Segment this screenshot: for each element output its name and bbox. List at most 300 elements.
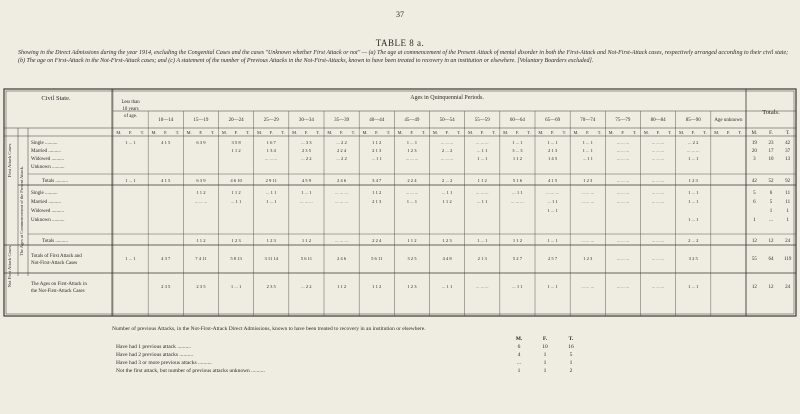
table-description: Showing in the Direct Admissions during the year 1914, excluding the Congenital Cases and the cases "Unknown whether First Attack or not" — (a) The age at commencement of the Present Attack of mental disorder in both the First-Attack and Not-First-Attack cases, respectively arranged according to their civil state; (b) The age on First-Attack in the Not-First-Attack cases; and (c) A statement of the number of Previous Attacks in the Not-First-Attacks, known to have been treated to recovery in an institution or elsewhere. [Voluntary Boarders excluded]. xyxy=(18,50,789,65)
row-total: 24 xyxy=(785,239,791,244)
row-cell: ... ... ... xyxy=(686,148,700,153)
row-label: Totals .......... xyxy=(42,179,68,184)
header-sex: F. xyxy=(234,130,238,135)
col-f: F. xyxy=(542,335,548,342)
header-sex: M. xyxy=(432,130,438,135)
header-period: 80—84 xyxy=(650,118,666,123)
row-cell: ... ... ... xyxy=(616,156,630,161)
page-number: 37 xyxy=(396,10,404,19)
row-cell: 1 ... 1 xyxy=(125,140,136,145)
header-period: 30—34 xyxy=(298,118,314,123)
row-cell: 1 ... 1 xyxy=(125,178,136,183)
header-period: 10—14 xyxy=(158,118,174,123)
row-cell: 1 1 2 xyxy=(231,190,241,195)
row-total: 64 xyxy=(768,257,774,262)
row-label: The Ages on First-Attack in xyxy=(31,282,87,287)
row-cell: 1 1 2 xyxy=(196,238,206,243)
row-cell: ... ... ... xyxy=(335,199,348,204)
header-sex: F. xyxy=(128,130,133,135)
row-total: 6 xyxy=(769,191,773,196)
row-cell: ... ... ... xyxy=(405,156,419,161)
row-cell: 4 4 8 xyxy=(442,256,452,261)
row-cell: 1 ... 1 xyxy=(688,284,699,289)
value-f: 1 xyxy=(543,359,547,366)
row-cell: 1 1 2 xyxy=(372,140,382,145)
row-cell: 1 ... 1 xyxy=(125,256,136,261)
value-t: 2 xyxy=(569,367,573,374)
row-cell: ... ... ... xyxy=(651,190,665,195)
row-cell: 3 4 7 xyxy=(372,178,382,183)
header-totals: Totals. xyxy=(762,109,780,116)
header-sex: F. xyxy=(726,130,731,135)
header-total-sex: M. xyxy=(751,131,758,136)
row-cell: ... ... ... xyxy=(335,190,348,195)
header-total-sex: T. xyxy=(785,131,790,136)
header-sex: F. xyxy=(304,130,309,135)
row-total: 13 xyxy=(785,157,791,162)
row-cell: ... ... ... xyxy=(651,256,665,261)
header-sex: M. xyxy=(573,130,579,135)
header-sex: F. xyxy=(691,130,695,135)
row-total: 5 xyxy=(769,200,773,205)
row-label: Widowed .......... xyxy=(31,157,64,162)
value-m: ... xyxy=(516,359,522,366)
row-cell: 3 2 5 xyxy=(688,256,698,261)
row-cell: 1 ... 1 xyxy=(477,238,488,243)
header-sex: T. xyxy=(632,130,637,135)
row-cell: 2 4 6 xyxy=(336,178,347,183)
row-cell: ... ... ... xyxy=(651,156,665,161)
row-total: 12 xyxy=(768,285,774,290)
table-frame xyxy=(4,89,796,316)
row-cell: 5 1 6 xyxy=(512,178,523,183)
row-cell: ... ... ... xyxy=(616,199,630,204)
header-period: 85—90 xyxy=(685,118,701,123)
value-t: 16 xyxy=(568,343,574,350)
previous-attacks-heading: Number of previous Attacks, in the Not-First-Attack Direct Admissions, known to have been treated to recovery in an institution or elsewhere. xyxy=(112,326,426,332)
row-cell: ... ... ... xyxy=(581,238,595,243)
row-label: Married .......... xyxy=(31,200,61,205)
header-sex: M. xyxy=(257,130,263,135)
col-t: T. xyxy=(568,335,574,342)
header-sex: T. xyxy=(140,130,145,135)
row-cell: 2 ... 2 xyxy=(441,148,453,153)
header-sex: T. xyxy=(351,130,356,135)
header-sex: M. xyxy=(679,130,685,135)
header-sex: F. xyxy=(445,130,449,135)
row-total: 1 xyxy=(786,209,789,214)
row-cell: 2 1 3 xyxy=(372,199,382,204)
header-less-than: 10 years xyxy=(122,107,139,112)
header-sex: M. xyxy=(397,130,403,135)
row-total: 23 xyxy=(768,141,774,146)
row-total: 42 xyxy=(751,179,757,184)
row-cell: 2 2 4 xyxy=(336,148,347,153)
row-total: 1 xyxy=(786,218,789,223)
row-cell: ... ... ... xyxy=(300,199,313,204)
row-cell: ... ... ... xyxy=(475,284,489,289)
row-cell: ... ... ... xyxy=(616,284,630,289)
row-cell: ... ... ... xyxy=(440,156,454,161)
row-cell: 1 1 2 xyxy=(477,178,487,183)
row-total: 5 xyxy=(753,191,756,196)
row-cell: 1 ... 1 xyxy=(688,156,699,161)
row-total: 37 xyxy=(785,149,791,154)
side-not-first-attack: Not First Attack Cases. xyxy=(7,244,12,288)
row-cell: 1 1 2 xyxy=(372,284,382,289)
row-cell: 1 ... 1 xyxy=(512,140,523,145)
row-cell: 2 2 4 xyxy=(407,178,417,183)
row-cell: 1 ... 1 xyxy=(688,199,699,204)
row-cell: ... ... ... xyxy=(475,190,489,195)
row-cell: 1 4 5 xyxy=(547,156,558,161)
row-label: Unknown .......... xyxy=(31,218,65,223)
header-sex: M. xyxy=(714,130,720,135)
row-cell: 1 ... 1 xyxy=(688,190,699,195)
header-total-sex: F. xyxy=(769,131,773,136)
row-cell: ... ... ... xyxy=(194,199,208,204)
side-age-commencement: The Ages at Commencement of the Present Attack. xyxy=(19,166,24,256)
header-less-than: Less than xyxy=(121,100,140,105)
header-ages-title: Ages in Quinquennial Periods. xyxy=(410,95,484,101)
row-cell: 2 3 5 xyxy=(266,284,276,289)
row-cell: 1 ... 1 xyxy=(266,199,277,204)
row-total: 20 xyxy=(751,149,757,154)
table-title: TABLE 8 a. xyxy=(375,38,425,48)
row-cell: 1 2 3 xyxy=(407,284,417,289)
row-cell: 2 9 11 xyxy=(265,178,277,183)
row-cell: ... 2 2 xyxy=(301,284,312,289)
row-cell: 2 3 5 xyxy=(301,148,312,153)
header-sex: M. xyxy=(327,130,333,135)
header-less-than: of age. xyxy=(124,114,138,119)
row-cell: ... ... ... xyxy=(616,140,630,145)
row-cell: ... ... ... xyxy=(581,199,595,204)
row-cell: ... 2 2 xyxy=(301,156,312,161)
header-sex: F. xyxy=(164,130,168,135)
row-cell: 1 ... 1 xyxy=(547,208,558,213)
row-cell: ... 1 1 xyxy=(477,199,488,204)
row-cell: 3 ... 3 xyxy=(512,148,523,153)
header-sex: F. xyxy=(550,130,555,135)
side-first-attack: First Attack Cases. xyxy=(7,142,12,178)
row-cell: ... ... ... xyxy=(616,256,630,261)
row-cell: ... 1 1 xyxy=(582,156,593,161)
row-cell: 3 11 14 xyxy=(264,256,279,261)
row-cell: ... 1 1 xyxy=(441,190,453,195)
row-cell: 4 3 7 xyxy=(161,256,171,261)
row-cell: 1 1 2 xyxy=(407,238,417,243)
value-t: 5 xyxy=(569,351,573,358)
value-f: 10 xyxy=(542,343,548,350)
header-sex: M. xyxy=(503,130,509,135)
row-cell: 1 2 3 xyxy=(583,256,593,261)
header-sex: T. xyxy=(597,130,602,135)
row-cell: ... ... ... xyxy=(651,238,665,243)
row-cell: 1 2 3 xyxy=(266,238,276,243)
header-sex: T. xyxy=(562,130,567,135)
row-total: 12 xyxy=(751,285,757,290)
row-cell: ... ... ... xyxy=(405,190,419,195)
row-cell: 1 1 2 xyxy=(301,238,312,243)
header-sex: M. xyxy=(538,130,544,135)
row-cell: 1 1 2 xyxy=(372,190,382,195)
row-cell: 3 5 8 xyxy=(231,140,241,145)
header-sex: T. xyxy=(668,130,672,135)
row-cell: 1 ... 1 xyxy=(477,156,488,161)
row-cell: 1 1 2 xyxy=(336,284,347,289)
row-total: 11 xyxy=(785,191,791,196)
header-sex: M. xyxy=(151,130,157,135)
row-cell: 4 1 5 xyxy=(161,178,171,183)
header-sex: M. xyxy=(468,130,474,135)
row-cell: 1 ... 1 xyxy=(688,217,699,222)
row-cell: 5 6 11 xyxy=(300,256,313,261)
header-sex: F. xyxy=(269,130,273,135)
row-label: Unknown .......... xyxy=(31,165,65,170)
row-total: 1 xyxy=(769,209,773,214)
row-total: 24 xyxy=(785,285,791,290)
header-sex: F. xyxy=(656,130,660,135)
row-cell: 2 3 5 xyxy=(196,284,206,289)
row-label: Not the first attack, but number of previous attacks unknown .......... xyxy=(116,367,265,374)
header-sex: M. xyxy=(116,130,122,135)
header-period: 25—29 xyxy=(263,118,279,123)
header-period: Age unknown xyxy=(714,118,743,123)
row-label: Single .......... xyxy=(31,191,58,196)
header-period: 60—64 xyxy=(509,118,525,123)
row-label: Widowed .......... xyxy=(31,209,64,214)
row-total: 92 xyxy=(785,179,791,184)
row-label: Have had 1 previous attack .......... xyxy=(116,343,191,350)
row-cell: ... 1 1 xyxy=(512,190,523,195)
header-sex: T. xyxy=(281,130,285,135)
header-period: 40—44 xyxy=(369,118,385,123)
row-cell: 1 ... 1 xyxy=(547,284,558,289)
row-cell: 1 3 4 xyxy=(266,148,276,153)
header-sex: F. xyxy=(480,130,484,135)
previous-attacks-row xyxy=(100,360,640,368)
header-sex: T. xyxy=(527,130,531,135)
row-cell: ... ... ... xyxy=(616,238,630,243)
row-total: 42 xyxy=(785,141,791,146)
row-label: Single .......... xyxy=(31,141,58,146)
header-sex: T. xyxy=(210,130,215,135)
row-label: Married .......... xyxy=(31,149,61,154)
previous-attacks-row xyxy=(100,368,640,376)
header-sex: M. xyxy=(362,130,368,135)
value-m: 1 xyxy=(517,367,521,374)
row-cell: 2 ... 2 xyxy=(441,178,453,183)
row-cell: 1 ... 1 xyxy=(582,148,593,153)
row-label: Have had 2 previous attacks .......... xyxy=(116,351,194,358)
row-cell: 4 1 5 xyxy=(161,140,171,145)
header-sex: M. xyxy=(186,130,192,135)
row-total: 11 xyxy=(785,200,791,205)
row-total: 55 xyxy=(751,257,757,262)
previous-attacks-col-header xyxy=(100,336,640,344)
header-sex: M. xyxy=(608,130,614,135)
header-sex: T. xyxy=(246,130,250,135)
row-cell: 1 2 3 xyxy=(688,178,698,183)
header-sex: T. xyxy=(386,130,391,135)
previous-attacks-row xyxy=(100,344,640,352)
row-cell: 1 ... 1 xyxy=(406,140,418,145)
row-cell: ... ... ... xyxy=(546,190,559,195)
row-cell: ... 1 1 xyxy=(266,190,277,195)
previous-attacks-note xyxy=(100,326,640,376)
value-f: 1 xyxy=(543,367,547,374)
row-cell: ... 1 1 xyxy=(230,199,242,204)
row-total: 119 xyxy=(784,257,792,262)
row-cell: ... ... ... xyxy=(335,238,348,243)
row-cell: 1 2 3 xyxy=(583,178,593,183)
row-cell: ... ... ... xyxy=(616,148,630,153)
header-period: 45—49 xyxy=(404,118,420,123)
header-period: 65—69 xyxy=(545,118,561,123)
row-total: 6 xyxy=(753,200,756,205)
row-cell: ... 1 1 xyxy=(547,199,558,204)
header-period: 75—79 xyxy=(615,118,631,123)
header-sex: M. xyxy=(292,130,298,135)
value-f: 1 xyxy=(543,351,547,358)
row-total: 12 xyxy=(751,239,757,244)
header-civil-state: Civil State. xyxy=(41,95,71,102)
header-sex: F. xyxy=(199,130,203,135)
row-cell: 1 2 3 xyxy=(442,238,452,243)
row-cell: ... 1 1 xyxy=(477,148,488,153)
row-cell: 3 2 5 xyxy=(407,256,417,261)
header-period: 55—59 xyxy=(474,118,490,123)
header-sex: T. xyxy=(175,130,180,135)
header-sex: F. xyxy=(515,130,520,135)
row-total: 10 xyxy=(768,157,774,162)
header-sex: F. xyxy=(621,130,625,135)
header-sex: T. xyxy=(492,130,496,135)
row-cell: 6 3 9 xyxy=(196,140,206,145)
row-cell: 1 1 2 xyxy=(196,190,206,195)
row-cell: 6 3 9 xyxy=(196,178,206,183)
header-sex: M. xyxy=(221,130,227,135)
row-cell: 1 2 3 xyxy=(231,238,241,243)
row-cell: ... ... ... xyxy=(651,284,665,289)
header-sex: F. xyxy=(339,130,344,135)
row-cell: 4 6 10 xyxy=(230,178,242,183)
row-cell: 7 4 11 xyxy=(195,256,207,261)
row-cell: 5 2 7 xyxy=(512,256,523,261)
row-cell: 1 1 2 xyxy=(231,148,241,153)
header-sex: T. xyxy=(421,130,426,135)
row-cell: ... 2 2 xyxy=(336,140,347,145)
row-cell: 1 6 7 xyxy=(266,140,276,145)
header-sex: M. xyxy=(643,130,649,135)
row-cell: 1 ... 1 xyxy=(230,284,242,289)
row-cell: 4 1 5 xyxy=(547,178,558,183)
row-cell: ... ... ... xyxy=(475,140,489,145)
row-cell: 2 1 3 xyxy=(547,148,558,153)
row-cell: 2 3 5 xyxy=(161,284,171,289)
row-cell: ... ... ... xyxy=(511,199,524,204)
row-cell: 1 ... 1 xyxy=(582,140,593,145)
row-cell: 2 4 6 xyxy=(336,256,347,261)
header-period: 70—74 xyxy=(580,118,596,123)
row-cell: 1 ... 1 xyxy=(301,190,312,195)
row-cell: 2 ... 2 xyxy=(688,238,699,243)
header-sex: T. xyxy=(316,130,320,135)
value-m: 6 xyxy=(517,343,521,350)
row-cell: ... 1 1 xyxy=(371,156,382,161)
previous-attacks-row xyxy=(100,352,640,360)
row-cell: ... ... ... xyxy=(651,148,665,153)
row-total: 19 xyxy=(751,141,757,146)
row-cell: 1 ... 1 xyxy=(547,140,558,145)
row-cell: ... ... ... xyxy=(581,190,595,195)
header-period: 20—24 xyxy=(228,118,244,123)
row-cell: ... ... ... xyxy=(581,284,595,289)
header-sex: T. xyxy=(457,130,461,135)
row-total: ... xyxy=(769,218,773,223)
row-cell: ... ... ... xyxy=(651,178,665,183)
row-total: 3 xyxy=(753,157,756,162)
row-cell: ... 2 2 xyxy=(336,156,347,161)
row-cell: 2 2 4 xyxy=(372,238,382,243)
row-cell: 2 1 3 xyxy=(477,256,487,261)
col-m: M. xyxy=(515,335,523,342)
header-sex: F. xyxy=(586,130,590,135)
row-label: Have had 3 or more previous attacks .......... xyxy=(116,359,212,366)
row-cell: ... ... ... xyxy=(440,140,454,145)
header-period: 35—39 xyxy=(334,118,350,123)
row-total: 12 xyxy=(768,239,774,244)
header-sex: F. xyxy=(410,130,414,135)
row-cell: ... ... ... xyxy=(616,178,630,183)
row-total: 17 xyxy=(768,149,774,154)
row-cell: 1 ... 1 xyxy=(547,238,558,243)
row-cell: 1 1 2 xyxy=(512,156,523,161)
row-cell: 1 ... 1 xyxy=(406,199,418,204)
row-label: the Not-First-Attack Cases xyxy=(31,289,85,294)
row-cell: ... 1 1 xyxy=(441,284,453,289)
row-cell: ... ... ... xyxy=(651,199,665,204)
header-sex: T. xyxy=(703,130,707,135)
row-label: Not-First-Attack Cases xyxy=(31,261,78,266)
row-cell: 2 1 3 xyxy=(372,148,382,153)
row-total: 1 xyxy=(753,218,756,223)
row-cell: 5 6 11 xyxy=(371,256,383,261)
row-cell: 1 1 2 xyxy=(512,238,523,243)
value-t: 1 xyxy=(569,359,573,366)
row-cell: 1 2 3 xyxy=(407,148,417,153)
row-cell: 5 8 13 xyxy=(230,256,242,261)
header-sex: F. xyxy=(375,130,379,135)
header-period: 15—19 xyxy=(193,118,209,123)
row-cell: 4 5 9 xyxy=(301,178,312,183)
value-m: 4 xyxy=(517,351,521,358)
header-period: 50—54 xyxy=(439,118,455,123)
row-cell: 1 1 2 xyxy=(442,199,452,204)
row-cell: ... ... ... xyxy=(651,140,665,145)
row-cell: ... 2 2 xyxy=(688,140,699,145)
row-cell: 2 5 7 xyxy=(547,256,558,261)
row-cell: ... 1 1 xyxy=(512,284,523,289)
row-label: Totals of First Attack and xyxy=(31,254,82,259)
row-cell: ... ... ... xyxy=(616,190,630,195)
row-label: Totals .......... xyxy=(42,239,68,244)
row-total: 52 xyxy=(768,179,774,184)
row-cell: ... ... ... xyxy=(264,156,278,161)
header-sex: T. xyxy=(738,130,742,135)
row-cell: ... 3 3 xyxy=(301,140,312,145)
